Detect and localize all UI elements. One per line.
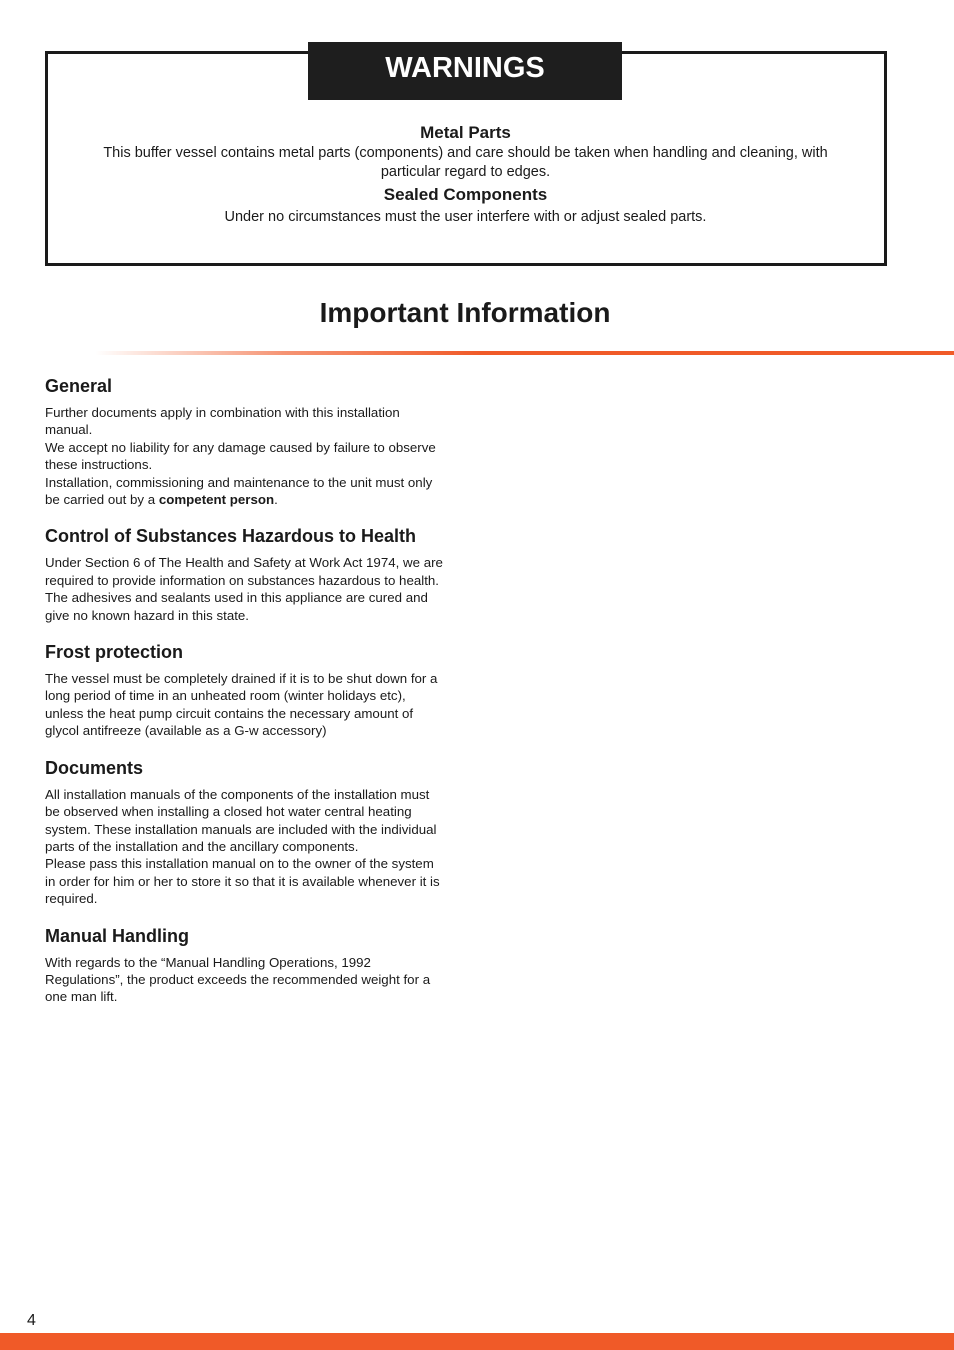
general-body bbox=[45, 404, 445, 508]
general-heading: General bbox=[45, 376, 113, 396]
sealed-components-text: Under no circumstances must the user interfere with or adjust sealed parts. bbox=[224, 209, 707, 225]
documents-paragraph: Please pass this installation manual on to the owner of the system in order for him or her to store it so that it is available whenever it is required. bbox=[45, 856, 440, 907]
metal-parts-heading: Metal Parts bbox=[420, 123, 511, 142]
frost-body bbox=[45, 670, 445, 740]
page-number: 4 bbox=[27, 1312, 36, 1329]
general-paragraph bbox=[45, 474, 445, 509]
manual-handling-paragraph: With regards to the “Manual Handling Operations, 1992 Regulations”, the product exceeds the recommended weight for a one man lift. bbox=[45, 954, 431, 1005]
sealed-components-heading: Sealed Components bbox=[383, 185, 548, 204]
manual-handling-body bbox=[45, 954, 445, 1006]
documents-heading: Documents bbox=[45, 757, 144, 778]
frost-paragraph: The vessel must be completely drained if it is to be shut down for a long period of time in an unheated room (winter holidays etc), unless the heat pump circuit contains the necessary amount of glycol antifreeze (available as a G-w accessory) bbox=[45, 671, 438, 739]
warnings-content bbox=[60, 122, 871, 227]
coshh-body bbox=[45, 554, 445, 624]
information-column bbox=[45, 374, 445, 1022]
manual-handling-heading: Manual Handling bbox=[45, 925, 189, 946]
page-title: Important Information bbox=[319, 297, 611, 328]
general-paragraph: We accept no liability for any damage caused by failure to observe these instructions. bbox=[45, 439, 436, 473]
general-text: Installation, commissioning and maintenance to the unit must only be carried out by a bbox=[45, 474, 433, 508]
competent-person-text: competent person bbox=[158, 492, 275, 508]
frost-heading: Frost protection bbox=[45, 642, 183, 663]
coshh-heading: Control of Substances Hazardous to Health bbox=[45, 526, 417, 547]
coshh-paragraph: Under Section 6 of The Health and Safety at Work Act 1974, we are required to provide information on substances hazardous to health. bbox=[45, 555, 443, 588]
metal-parts-text: This buffer vessel contains metal parts (components) and care should be taken when handling and cleaning, with particular regard to edges. bbox=[103, 145, 828, 180]
title-divider bbox=[95, 351, 954, 355]
general-text: . bbox=[274, 492, 278, 508]
warnings-title: WARNINGS bbox=[308, 42, 622, 100]
coshh-paragraph: The adhesives and sealants used in this appliance are cured and give no known hazard in this state. bbox=[45, 590, 428, 623]
footer-bar bbox=[0, 1333, 954, 1350]
documents-body bbox=[45, 786, 445, 908]
documents-paragraph: All installation manuals of the components of the installation must be observed when installing a closed hot water central heating system. These installation manuals are included with the individual parts of the installation and the ancillary components. bbox=[45, 786, 437, 854]
general-paragraph: Further documents apply in combination with this installation manual. bbox=[45, 405, 400, 438]
